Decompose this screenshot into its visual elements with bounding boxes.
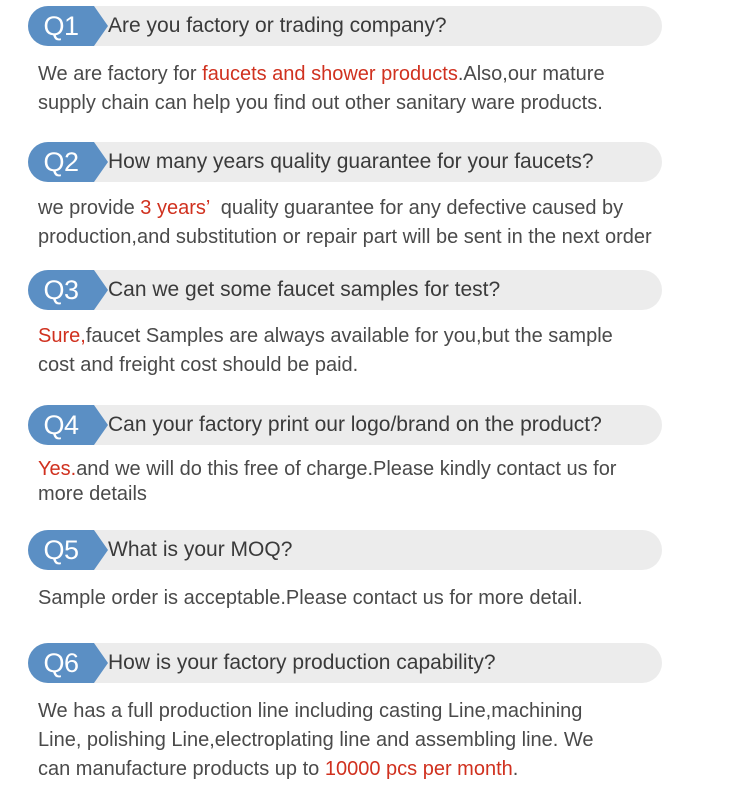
question-text: Can your factory print our logo/brand on the product? [108,413,602,436]
answer-text-segment: can manufacture products up to [38,758,325,780]
answer-text-segment: we provide [38,197,141,219]
question-badge: Q2 [28,142,94,182]
answer-line-2: more details [38,483,147,505]
question-bar [28,405,662,445]
answer-line-2: supply chain can help you find out other sanitary ware products. [38,92,603,114]
question-badge: Q4 [28,405,94,445]
answer-line-1: We has a full production line including casting Line,machining [38,700,583,722]
answer-line-1 [38,194,738,223]
answer-text [38,60,738,118]
answer-text [38,584,738,613]
question-bar [28,643,662,683]
answer-text-segment: quality guarantee for any defective caused by [209,197,624,219]
answer-line-2: cost and freight cost should be paid. [38,354,359,376]
answer-text-segment: faucet Samples are always available for you,but the sample [85,325,613,347]
answer-text-segment: .Also,our mature [457,63,605,85]
question-text: Are you factory or trading company? [108,14,447,37]
question-text: How many years quality guarantee for your faucets? [108,150,594,173]
question-bar [28,270,662,310]
question-bar [28,530,662,570]
answer-highlight: 3 years’ [140,197,210,219]
answer-line-1 [38,457,738,482]
question-bar [28,142,662,182]
question-bar [28,6,662,46]
question-badge: Q5 [28,530,94,570]
answer-highlight: faucets and shower products [202,63,458,85]
answer-text [38,697,738,784]
question-text: What is your MOQ? [108,538,293,561]
answer-text-segment: We are factory for [38,63,203,85]
answer-text [38,322,738,380]
answer-line-2: Line, polishing Line,electroplating line and assembling line. We [38,729,594,751]
answer-line-3 [38,755,738,784]
answer-highlight: Sure, [38,325,86,347]
question-text: Can we get some faucet samples for test? [108,278,501,301]
answer-text [38,194,738,252]
answer-text-segment: and we will do this free of charge.Please kindly contact us for [76,458,617,480]
answer-line-1: Sample order is acceptable.Please contact us for more detail. [38,587,583,609]
answer-highlight: Yes. [38,458,77,480]
question-text: How is your factory production capability? [108,651,496,674]
answer-text [38,457,738,507]
answer-highlight: 10000 pcs per month [324,758,513,780]
answer-text-segment: . [512,758,519,780]
question-badge: Q6 [28,643,94,683]
question-badge: Q1 [28,6,94,46]
answer-line-2: production,and substitution or repair part will be sent in the next order [38,226,652,248]
answer-line-1 [38,322,738,351]
question-badge: Q3 [28,270,94,310]
answer-line-1 [38,60,738,89]
